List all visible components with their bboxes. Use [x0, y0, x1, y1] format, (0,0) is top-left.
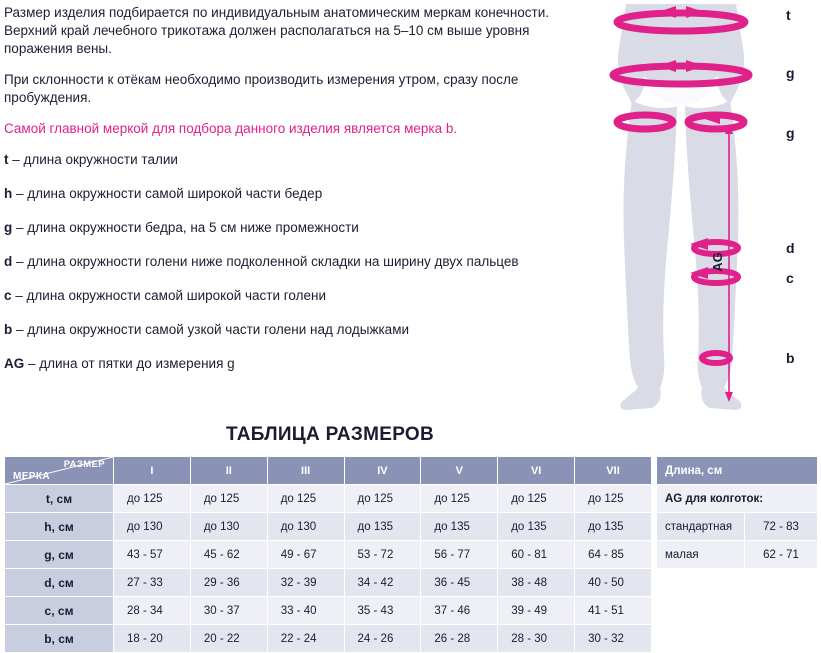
table-row — [5, 625, 652, 653]
column-header-4: IV — [344, 457, 421, 485]
column-header-7: VII — [575, 457, 652, 485]
size-table — [4, 456, 652, 653]
legend-text-ag: – длина от пятки до измерения g — [24, 356, 235, 371]
cell-g-6: 60 - 81 — [498, 541, 575, 569]
cell-d-6: 38 - 48 — [498, 569, 575, 597]
row-label-c: c, см — [5, 597, 114, 625]
size-table-corner-cell — [5, 457, 114, 485]
cell-b-3: 22 - 24 — [267, 625, 344, 653]
cell-b-2: 20 - 22 — [190, 625, 267, 653]
label-d: d — [786, 240, 795, 256]
cell-t-4: до 125 — [344, 485, 421, 513]
cell-g-1: 43 - 57 — [114, 541, 191, 569]
length-table-subheader: AG для колготок: — [657, 485, 818, 513]
length-table-spacer-row — [657, 596, 818, 623]
table-title: ТАБЛИЦА РАЗМЕРОВ — [225, 424, 435, 445]
length-table-header-row — [657, 457, 818, 485]
legend-key-t: t — [4, 152, 9, 167]
label-b: b — [786, 350, 795, 366]
cell-h-4: до 135 — [344, 513, 421, 541]
cell-g-2: 45 - 62 — [190, 541, 267, 569]
column-header-5: V — [421, 457, 498, 485]
legend-text-d: – длина окружности голени ниже подколенной складки на ширину двух пальцев — [12, 254, 519, 269]
cell-h-6: до 135 — [498, 513, 575, 541]
cell-c-6: 39 - 49 — [498, 597, 575, 625]
legend-key-h: h — [4, 186, 13, 201]
column-header-1: I — [114, 457, 191, 485]
legend-key-g: g — [4, 220, 13, 235]
legend-item-b — [4, 321, 560, 339]
row-label-g: g, см — [5, 541, 114, 569]
cell-c-3: 33 - 40 — [267, 597, 344, 625]
column-header-6: VI — [498, 457, 575, 485]
row-label-b: b, см — [5, 625, 114, 653]
table-row — [5, 569, 652, 597]
corner-size-label: РАЗМЕР — [63, 459, 105, 470]
cell-t-2: до 125 — [190, 485, 267, 513]
legend-text-b: – длина окружности самой узкой части голени над лодыжками — [12, 322, 410, 337]
label-g: g — [786, 125, 795, 141]
cell-h-7: до 135 — [575, 513, 652, 541]
cell-c-5: 37 - 46 — [421, 597, 498, 625]
cell-d-5: 36 - 45 — [421, 569, 498, 597]
length-row-label-small: малая — [657, 541, 745, 569]
legend-text-t: – длина окружности талии — [8, 152, 178, 167]
cell-d-3: 32 - 39 — [267, 569, 344, 597]
legend-text-g: – длина окружности бедра, на 5 см ниже промежности — [12, 220, 359, 235]
cell-g-7: 64 - 85 — [575, 541, 652, 569]
length-table — [656, 456, 818, 623]
label-t: t — [786, 7, 791, 23]
cell-t-5: до 125 — [421, 485, 498, 513]
cell-t-7: до 125 — [575, 485, 652, 513]
table-row — [5, 597, 652, 625]
cell-g-5: 56 - 77 — [421, 541, 498, 569]
length-row-value-small: 62 - 71 — [745, 541, 818, 569]
length-row-label-standard: стандартная — [657, 513, 745, 541]
legend-text-c: – длина окружности самой широкой части голени — [11, 288, 326, 303]
cell-b-4: 24 - 26 — [344, 625, 421, 653]
table-row — [657, 541, 818, 569]
legend-key-ag: AG — [4, 356, 25, 371]
measurement-illustration — [540, 0, 821, 415]
cell-g-3: 49 - 67 — [267, 541, 344, 569]
description-text-block — [4, 4, 560, 389]
row-label-h: h, см — [5, 513, 114, 541]
length-table-spacer — [657, 596, 818, 623]
cell-d-4: 34 - 42 — [344, 569, 421, 597]
table-row — [5, 541, 652, 569]
legend-item-h — [4, 185, 560, 203]
legend-key-c: c — [4, 288, 12, 303]
legend-text-h: – длина окружности самой широкой части бедер — [12, 186, 323, 201]
length-row-value-standard: 72 - 83 — [745, 513, 818, 541]
cell-t-1: до 125 — [114, 485, 191, 513]
legend-item-ag — [4, 355, 560, 373]
cell-h-2: до 130 — [190, 513, 267, 541]
cell-g-4: 53 - 72 — [344, 541, 421, 569]
cell-h-1: до 130 — [114, 513, 191, 541]
intro-paragraph-1: Размер изделия подбирается по индивидуальным анатомическим меркам конечности. Верхний край лечебного трикотажа должен располагаться на 5–10 см выше уровня поражения вены. — [4, 5, 550, 56]
length-table-spacer — [657, 569, 818, 597]
legend-item-g — [4, 219, 560, 237]
cell-b-7: 30 - 32 — [575, 625, 652, 653]
row-label-d: d, см — [5, 569, 114, 597]
cell-c-1: 28 - 34 — [114, 597, 191, 625]
cell-b-5: 26 - 28 — [421, 625, 498, 653]
length-table-subheader-row — [657, 485, 818, 513]
cell-c-2: 30 - 37 — [190, 597, 267, 625]
legend-item-d — [4, 253, 560, 271]
cell-d-1: 27 - 33 — [114, 569, 191, 597]
cell-c-7: 41 - 51 — [575, 597, 652, 625]
cell-h-5: до 135 — [421, 513, 498, 541]
cell-d-7: 40 - 50 — [575, 569, 652, 597]
label-h: g — [786, 65, 795, 81]
length-table-header: Длина, см — [657, 457, 818, 485]
column-header-2: II — [190, 457, 267, 485]
cell-d-2: 29 - 36 — [190, 569, 267, 597]
intro-paragraph-highlight: Самой главной меркой для подбора данного изделия является мерка b. — [4, 121, 458, 136]
label-c: c — [786, 270, 794, 286]
corner-measure-label: МЕРКА — [13, 471, 50, 482]
row-label-t: t, см — [5, 485, 114, 513]
cell-t-3: до 125 — [267, 485, 344, 513]
legend-key-d: d — [4, 254, 13, 269]
ag-label: AG — [710, 252, 725, 272]
cell-t-6: до 125 — [498, 485, 575, 513]
table-row — [5, 485, 652, 513]
length-table-spacer-row — [657, 569, 818, 597]
intro-paragraph-2: При склонности к отёкам необходимо производить измерения утром, сразу после пробуждения. — [4, 72, 519, 105]
size-table-header-row — [5, 457, 652, 485]
column-header-3: III — [267, 457, 344, 485]
cell-h-3: до 130 — [267, 513, 344, 541]
cell-b-1: 18 - 20 — [114, 625, 191, 653]
legend-item-t — [4, 151, 560, 169]
legend-item-c — [4, 287, 560, 305]
cell-c-4: 35 - 43 — [344, 597, 421, 625]
legend-key-b: b — [4, 322, 13, 337]
table-row — [5, 513, 652, 541]
table-row — [657, 513, 818, 541]
cell-b-6: 28 - 30 — [498, 625, 575, 653]
